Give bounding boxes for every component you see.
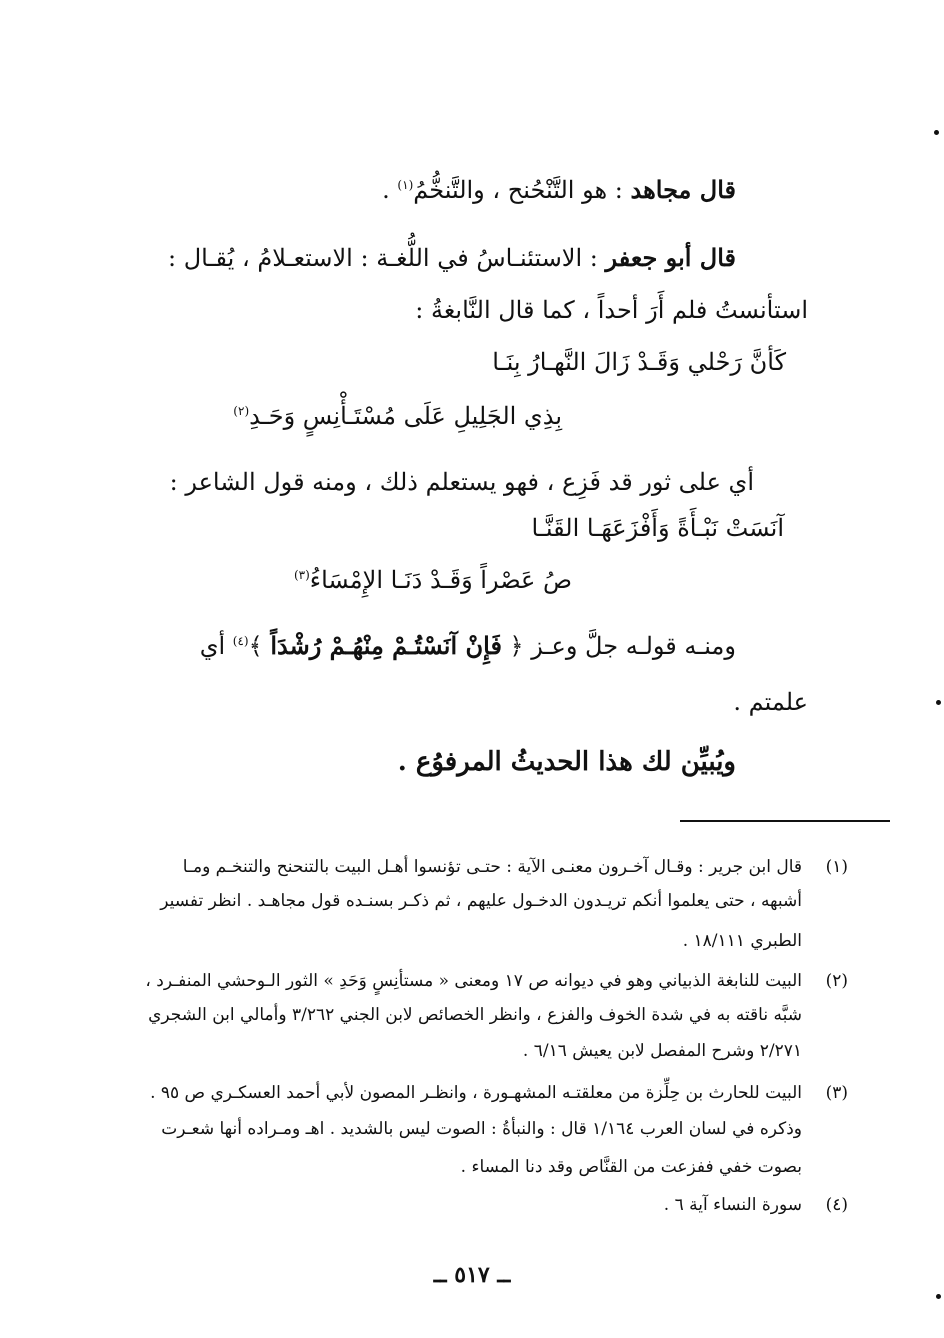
footnote-ref-2: (٢): [233, 404, 250, 418]
quran-before: ومنـه قولـه جلَّ وعـز ﴿: [501, 632, 736, 660]
footnote-number-2: (٢): [825, 971, 848, 991]
footnote-4-line-1: سورة النساء آية ٦ .: [663, 1195, 802, 1215]
footnote-3-line-3: بصوت خفي ففزعت من القنَّاص وقد دنا المساء .: [460, 1157, 802, 1177]
verse1-hemistich2-text: بِذِي الجَلِيلِ عَلَى مُسْتَـأْنِسٍ وَحَـدِ: [249, 402, 562, 430]
quran-line: [200, 628, 736, 664]
body-line-6: أي على ثور قد فَزِع ، فهو يستعلم ذلك ، ومنه قول الشاعر :: [169, 468, 754, 496]
verse2-hemistich2-text: صُ عَصْراً وَقَـدْ دَنَـا الإِمْسَاءُ: [309, 566, 572, 594]
footnote-separator: [680, 820, 890, 822]
footnote-2-line-1: البيت للنابغة الذبياني وهو في ديوانه ص ١٧ ومعنى « مستأنِسٍ وَحَدِ » الثور الـوحشي المنفـرد ،: [145, 971, 802, 991]
margin-dot: [934, 130, 939, 135]
footnote-ref-1: (١): [397, 178, 414, 192]
mujahid-line: [382, 172, 736, 208]
abu-jafar-text: : الاستئنـاسُ في اللُّغـة : الاستعـلامُ ، يُقـال :: [168, 244, 606, 272]
footnote-1-line-2: أشبهه ، حتى يعلموا أنكم تريـدون الدخـول عليهم ، ثم ذكـر بسنـده قول مجاهـد . انظر تفسير: [160, 891, 802, 911]
mujahid-end: .: [382, 176, 398, 204]
footnote-2-line-2: شبَّه ناقته به في شدة الخوف والفزع ، وانظر الخصائص لابن الجني ٣/٢٦٢ وأمالي ابن الشجري: [148, 1005, 802, 1025]
section-heading: ويُبيِّن لك هذا الحديثُ المرفوُع .: [397, 747, 736, 777]
quran-verse: فَإِنْ آنَسْتُـمْ مِنْهُـمْ رُشْدَاً: [270, 631, 502, 660]
footnote-3-line-2: وذكره في لسان العرب ١/١٦٤ قال : والنبأةُ : الصوت ليس بالشديد . اهـ ومـراده أنها شعـرت: [161, 1119, 802, 1139]
footnote-ref-3: (٣): [293, 568, 310, 582]
footnote-2-line-3: ٢/٢٧١ وشرح المفصل لابن يعيش ٦/١٦ .: [522, 1041, 802, 1061]
footnote-number-1: (١): [825, 857, 848, 877]
footnote-ref-4: (٤): [232, 634, 249, 648]
footnote-number-3: (٣): [825, 1083, 848, 1103]
footnote-1-line-3: الطبري ١٨/١١١ .: [682, 931, 802, 951]
quran-after: ﴾: [248, 632, 271, 660]
mujahid-lead: قال مجاهد: [630, 175, 736, 204]
verse2-hemistich2: [294, 562, 572, 598]
verse2-hemistich1: آنَسَتْ نَبْـأَةً وَأَفْزَعَهَـا القَنَّـا: [531, 514, 784, 542]
abu-jafar-line: [168, 240, 736, 276]
footnote-number-4: (٤): [825, 1195, 848, 1215]
quran-tail: أي: [199, 632, 233, 660]
margin-dot: [936, 1294, 941, 1299]
body-line-3: استأنستُ فلم أَرَ أحداً ، كما قال النَّابغةُ :: [415, 296, 808, 324]
footnote-3-line-1: البيت للحارث بن حِلِّزة من معلقتـه المشهـورة ، وانظـر المصون لأبي أحمد العسكـري ص ٩٥ .: [150, 1083, 802, 1103]
margin-dot: [936, 700, 941, 705]
verse1-hemistich1: كَأنَّ رَحْلي وَقَـدْ زَالَ النَّهـارُ بِنَـا: [492, 348, 786, 376]
abu-jafar-lead: قال أبو جعفر: [605, 243, 736, 272]
verse1-hemistich2: [233, 398, 562, 434]
page-number: ــ ٥١٧ ــ: [433, 1262, 511, 1288]
body-line-10: علمتم .: [733, 688, 808, 716]
mujahid-text: : هو التَّنْحُنح ، والتَّنخُّمُ: [413, 176, 631, 204]
footnote-1-line-1: قال ابن جرير : وقـال آخـرون معنـى الآية : حتـى تؤنسوا أهـل البيت بالتنحنح والتنخـم ومـا: [182, 857, 802, 877]
